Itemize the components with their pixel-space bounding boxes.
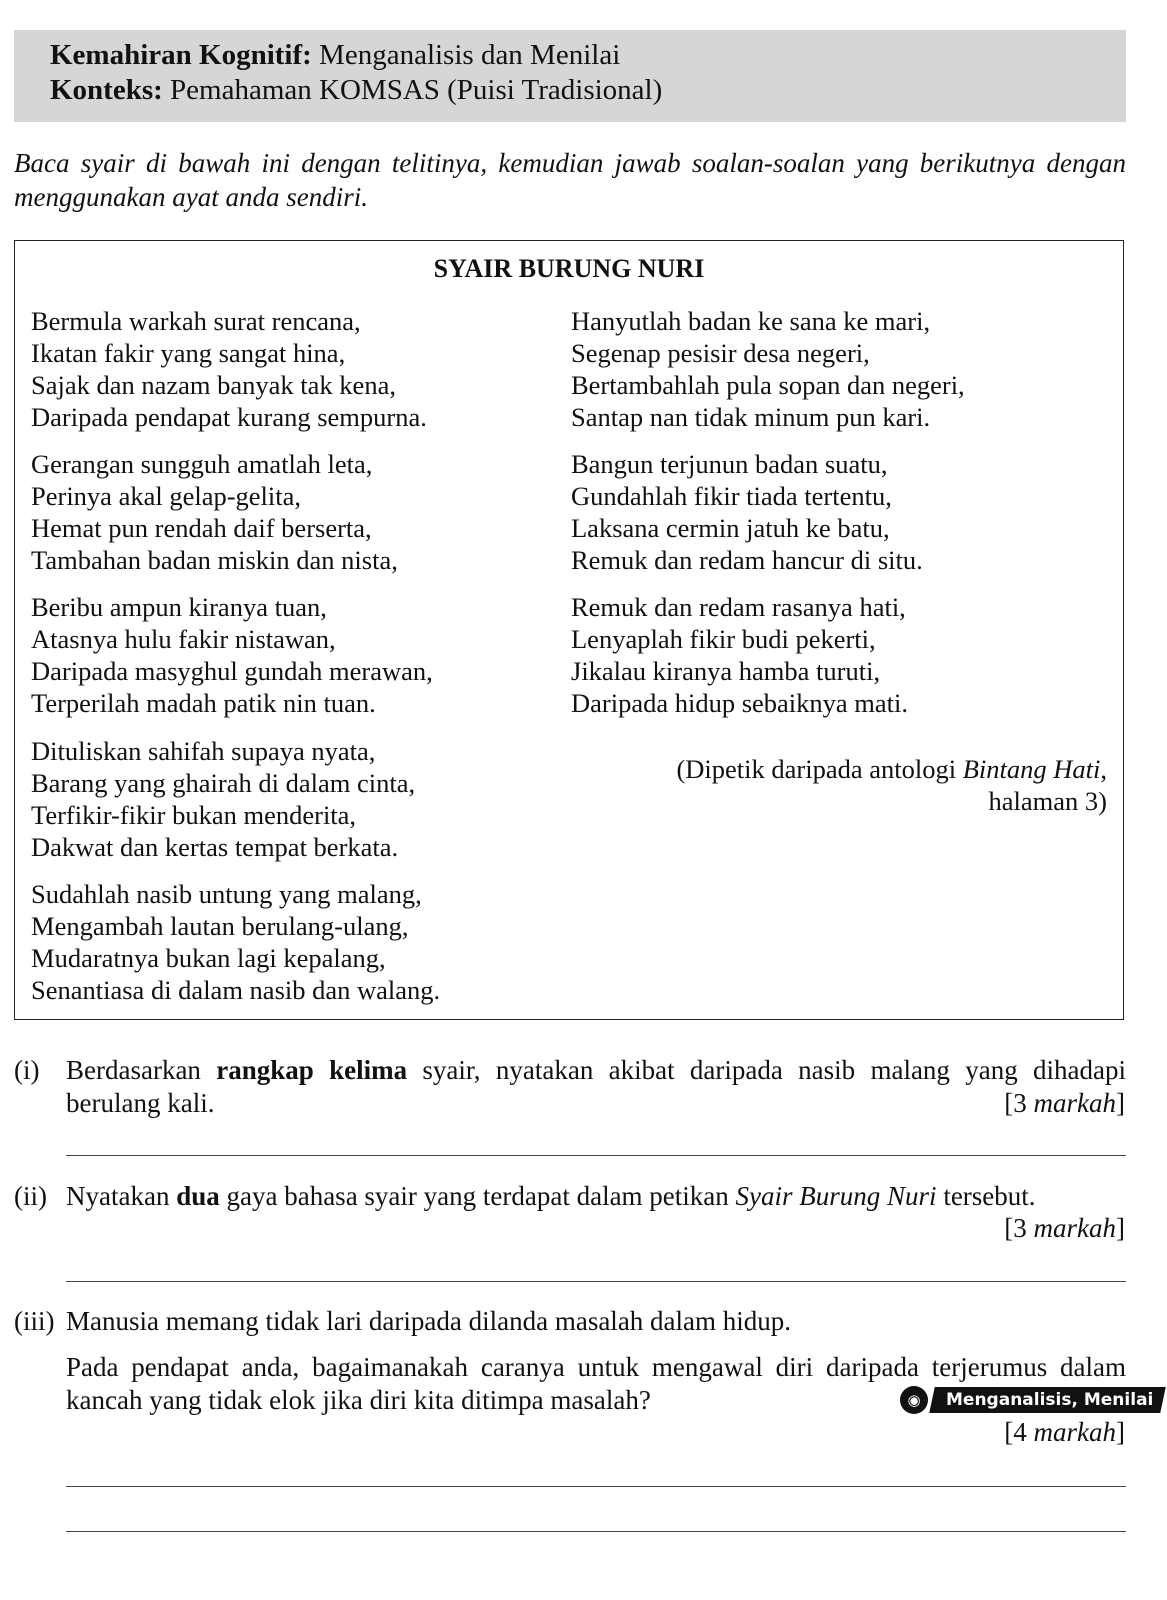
verse-line: Sudahlah nasib untung yang malang, [31, 879, 422, 909]
question-2-text [66, 1180, 1126, 1213]
answer-line-4[interactable] [66, 1531, 1126, 1532]
answer-line-2[interactable] [66, 1281, 1126, 1282]
question-2-text-a: Nyatakan [66, 1181, 177, 1211]
brain-head-icon: ◉ [900, 1386, 928, 1414]
verse-line: Perinya akal gelap-gelita, [31, 481, 302, 511]
verse-line: Senantiasa di dalam nasib dan walang. [31, 975, 441, 1005]
marks-word: markah [1033, 1417, 1116, 1447]
context-value: Pemahaman KOMSAS (Puisi Tradisional) [170, 74, 663, 106]
verse-line: Dituliskan sahifah supaya nyata, [31, 736, 376, 766]
question-1-text [66, 1054, 1126, 1120]
verse-line: Lenyaplah fikir budi pekerti, [571, 624, 876, 654]
stanza-left-5 [31, 878, 440, 1006]
context-label: Konteks: [50, 74, 163, 106]
poem-box [14, 240, 1124, 1020]
skill-value: Menganalisis dan Menilai [319, 39, 621, 71]
verse-line: Atasnya hulu fakir nistawan, [31, 624, 336, 654]
question-2-emphasis: dua [176, 1181, 220, 1211]
skill-badge-text: Menganalisis, Menilai [946, 1390, 1154, 1410]
marks-word: markah [1033, 1088, 1116, 1118]
verse-line: Daripada hidup sebaiknya mati. [571, 688, 909, 718]
stanza-left-4 [31, 735, 415, 863]
verse-line: Terperilah madah patik nin tuan. [31, 688, 376, 718]
question-3-marks [1004, 1416, 1125, 1449]
verse-line: Mengambah lautan berulang-ulang, [31, 911, 409, 941]
marks-bracket: ] [1116, 1213, 1125, 1243]
answer-line-1[interactable] [66, 1155, 1126, 1156]
poem-citation [676, 753, 1107, 817]
question-3-paragraph: Pada pendapat anda, bagaimanakah caranya untuk mengawal diri daripada terjerumus dalam kancah yang tidak elok jika diri kita ditimpa masalah? [66, 1352, 1126, 1415]
question-1-marks [1004, 1087, 1125, 1120]
verse-line: Laksana cermin jatuh ke batu, [571, 513, 890, 543]
stanza-right-2 [571, 448, 923, 576]
citation-prefix: (Dipetik daripada antologi [676, 754, 963, 784]
question-1-text-a: Berdasarkan [66, 1055, 217, 1085]
marks-number: [4 [1004, 1417, 1034, 1447]
question-2-poem-title: Syair Burung Nuri [735, 1181, 937, 1211]
question-2-text-b: gaya bahasa syair yang terdapat dalam petikan [219, 1181, 736, 1211]
answer-line-3[interactable] [66, 1486, 1126, 1487]
stanza-left-1 [31, 305, 427, 433]
verse-line: Ikatan fakir yang sangat hina, [31, 338, 346, 368]
marks-bracket: ] [1116, 1088, 1125, 1118]
marks-number: [3 [1004, 1213, 1034, 1243]
instruction-text: Baca syair di bawah ini dengan telitinya, kemudian jawab soalan-soalan yang berikutnya dengan menggunakan ayat anda sendiri. [14, 148, 1126, 212]
verse-line: Beribu ampun kiranya tuan, [31, 592, 327, 622]
question-1-text-b: syair, nyatakan akibat daripada nasib malang yang dihadapi berulang kali. [66, 1055, 1126, 1118]
verse-line: Daripada masyghul gundah merawan, [31, 656, 433, 686]
context-line [50, 73, 662, 107]
question-2-text-c: tersebut. [936, 1181, 1036, 1211]
verse-line: Barang yang ghairah di dalam cinta, [31, 768, 416, 798]
stanza-left-2 [31, 448, 398, 576]
skill-line [50, 38, 620, 72]
verse-line: Sajak dan nazam banyak tak kena, [31, 370, 396, 400]
citation-page: halaman 3) [988, 786, 1107, 816]
poem-title: SYAIR BURUNG NURI [433, 254, 705, 283]
marks-number: [3 [1004, 1088, 1034, 1118]
marks-bracket: ] [1116, 1417, 1125, 1447]
verse-line: Bertambahlah pula sopan dan negeri, [571, 370, 965, 400]
question-1-emphasis: rangkap kelima [216, 1055, 408, 1085]
verse-line: Gerangan sungguh amatlah leta, [31, 449, 373, 479]
stanza-left-3 [31, 591, 433, 719]
verse-line: Segenap pesisir desa negeri, [571, 338, 870, 368]
citation-title: Bintang Hati [962, 754, 1101, 784]
skill-badge-label [929, 1387, 1166, 1413]
question-2-number: (ii) [14, 1181, 47, 1211]
verse-line: Tambahan badan miskin dan nista, [31, 545, 398, 575]
question-2-marks [1004, 1212, 1125, 1245]
verse-line: Mudaratnya bukan lagi kepalang, [31, 943, 386, 973]
skill-label: Kemahiran Kognitif: [50, 39, 312, 71]
question-3-number: (iii) [14, 1306, 55, 1336]
question-3-line1: Manusia memang tidak lari daripada dilanda masalah dalam hidup. [66, 1306, 792, 1336]
skill-badge [900, 1386, 1163, 1414]
verse-line: Daripada pendapat kurang sempurna. [31, 402, 427, 432]
verse-line: Bermula warkah surat rencana, [31, 306, 361, 336]
citation-suffix: , [1100, 754, 1107, 784]
verse-line: Terfikir-fikir bukan menderita, [31, 800, 357, 830]
verse-line: Gundahlah fikir tiada tertentu, [571, 481, 892, 511]
verse-line: Remuk dan redam hancur di situ. [571, 545, 923, 575]
stanza-right-1 [571, 305, 965, 433]
verse-line: Hanyutlah badan ke sana ke mari, [571, 306, 931, 336]
verse-line: Santap nan tidak minum pun kari. [571, 402, 931, 432]
question-1-number: (i) [14, 1055, 40, 1085]
verse-line: Remuk dan redam rasanya hati, [571, 592, 906, 622]
stanza-right-3 [571, 591, 908, 719]
verse-line: Dakwat dan kertas tempat berkata. [31, 832, 399, 862]
header-band [14, 30, 1126, 122]
verse-line: Bangun terjunun badan suatu, [571, 449, 888, 479]
verse-line: Jikalau kiranya hamba turuti, [571, 656, 881, 686]
verse-line: Hemat pun rendah daif berserta, [31, 513, 372, 543]
marks-word: markah [1033, 1213, 1116, 1243]
